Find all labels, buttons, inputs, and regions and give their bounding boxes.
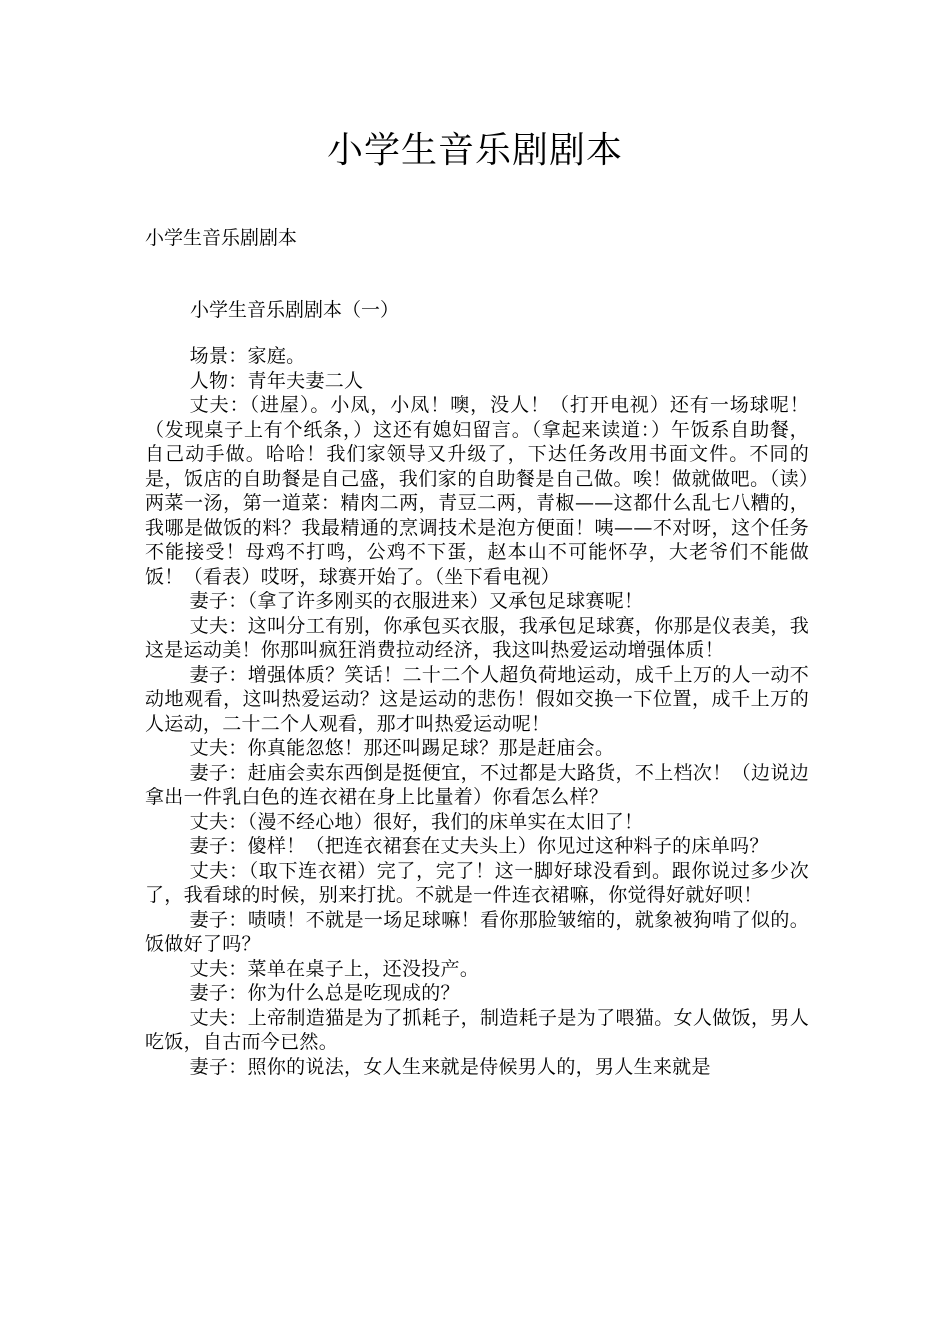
dialogue-paragraph: 妻子：傻样！（把连衣裙套在丈夫头上）你见过这种料子的床单吗？ bbox=[189, 835, 769, 857]
dialogue-paragraph: 丈夫：（取下连衣裙）完了，完了！这一脚好球没看到。跟你说过多少次了，我看球的时候，别来打扰。不就是一件连衣裙嘛，你觉得好就好呗！ bbox=[145, 859, 809, 906]
script-body bbox=[145, 344, 809, 1079]
dialogue-paragraph: 妻子：赶庙会卖东西倒是挺便宜，不过都是大路货，不上档次！（边说边拿出一件乳白色的连衣裙在身上比量着）你看怎么样？ bbox=[145, 761, 809, 808]
dialogue-paragraph: 丈夫：菜单在桌子上，还没投产。 bbox=[189, 957, 480, 980]
paragraph-characters: 人物：青年夫妻二人 bbox=[189, 369, 364, 392]
document-subtitle: 小学生音乐剧剧本 bbox=[145, 227, 298, 249]
dialogue-paragraph: 妻子：啧啧！不就是一场足球嘛！看你那脸皱缩的，就象被狗啃了似的。饭做好了吗？ bbox=[145, 908, 809, 955]
dialogue-paragraph: 丈夫：你真能忽悠！那还叫踢足球？那是赶庙会。 bbox=[189, 737, 615, 759]
paragraph-scene: 场景：家庭。 bbox=[189, 345, 306, 367]
dialogue-paragraph: 丈夫：（漫不经心地）很好，我们的床单实在太旧了！ bbox=[189, 810, 644, 833]
dialogue-paragraph: 丈夫：上帝制造猫是为了抓耗子，制造耗子是为了喂猫。女人做饭，男人吃饭，自古而今已然。 bbox=[145, 1006, 809, 1053]
dialogue-paragraph: 丈夫：这叫分工有别，你承包买衣服，我承包足球赛，你那是仪表美，我这是运动美！你那叫疯狂消费拉动经济，我这叫热爱运动增强体质！ bbox=[145, 614, 809, 661]
section-heading: 小学生音乐剧剧本（一） bbox=[190, 299, 400, 321]
dialogue-paragraph: 妻子：（拿了许多刚买的衣服进来）又承包足球赛呢！ bbox=[189, 590, 644, 612]
dialogue-paragraph: 妻子：增强体质？笑话！二十二个人超负荷地运动，成千上万的人一动不动地观看，这叫热爱运动？这是运动的悲伤！假如交换一下位置，成千上万的人运动，二十二个人观看，那才叫热爱运动呢！ bbox=[145, 663, 809, 735]
document-title: 小学生音乐剧剧本 bbox=[326, 130, 623, 171]
dialogue-paragraph: 妻子：照你的说法，女人生来就是侍候男人的，男人生来就是 bbox=[189, 1055, 711, 1078]
dialogue-paragraph: 妻子：你为什么总是吃现成的？ bbox=[189, 982, 460, 1004]
dialogue-paragraph: 丈夫：（进屋）。小凤，小凤！噢，没人！（打开电视）还有一场球呢！（发现桌子上有个纸条，）这还有媳妇留言。（拿起来读道：）午饭系自助餐，自己动手做。哈哈！我们家领导又升级了，下达任务改用书面文件。不同的是，饭店的自助餐是自己盛，我们家的自助餐是自己做。唉！做就做吧。（读）两菜一汤，第一道菜：精肉二两，青豆二两，青椒——这都什么乱七八糟的，我哪是做饭的料？我最精通的烹调技术是泡方便面！咦——不对呀，这个任务不能接受！母鸡不打鸣，公鸡不下蛋，赵本山不可能怀孕，大老爷们不能做饭！（看表）哎呀，球赛开始了。（坐下看电视） bbox=[145, 394, 809, 588]
